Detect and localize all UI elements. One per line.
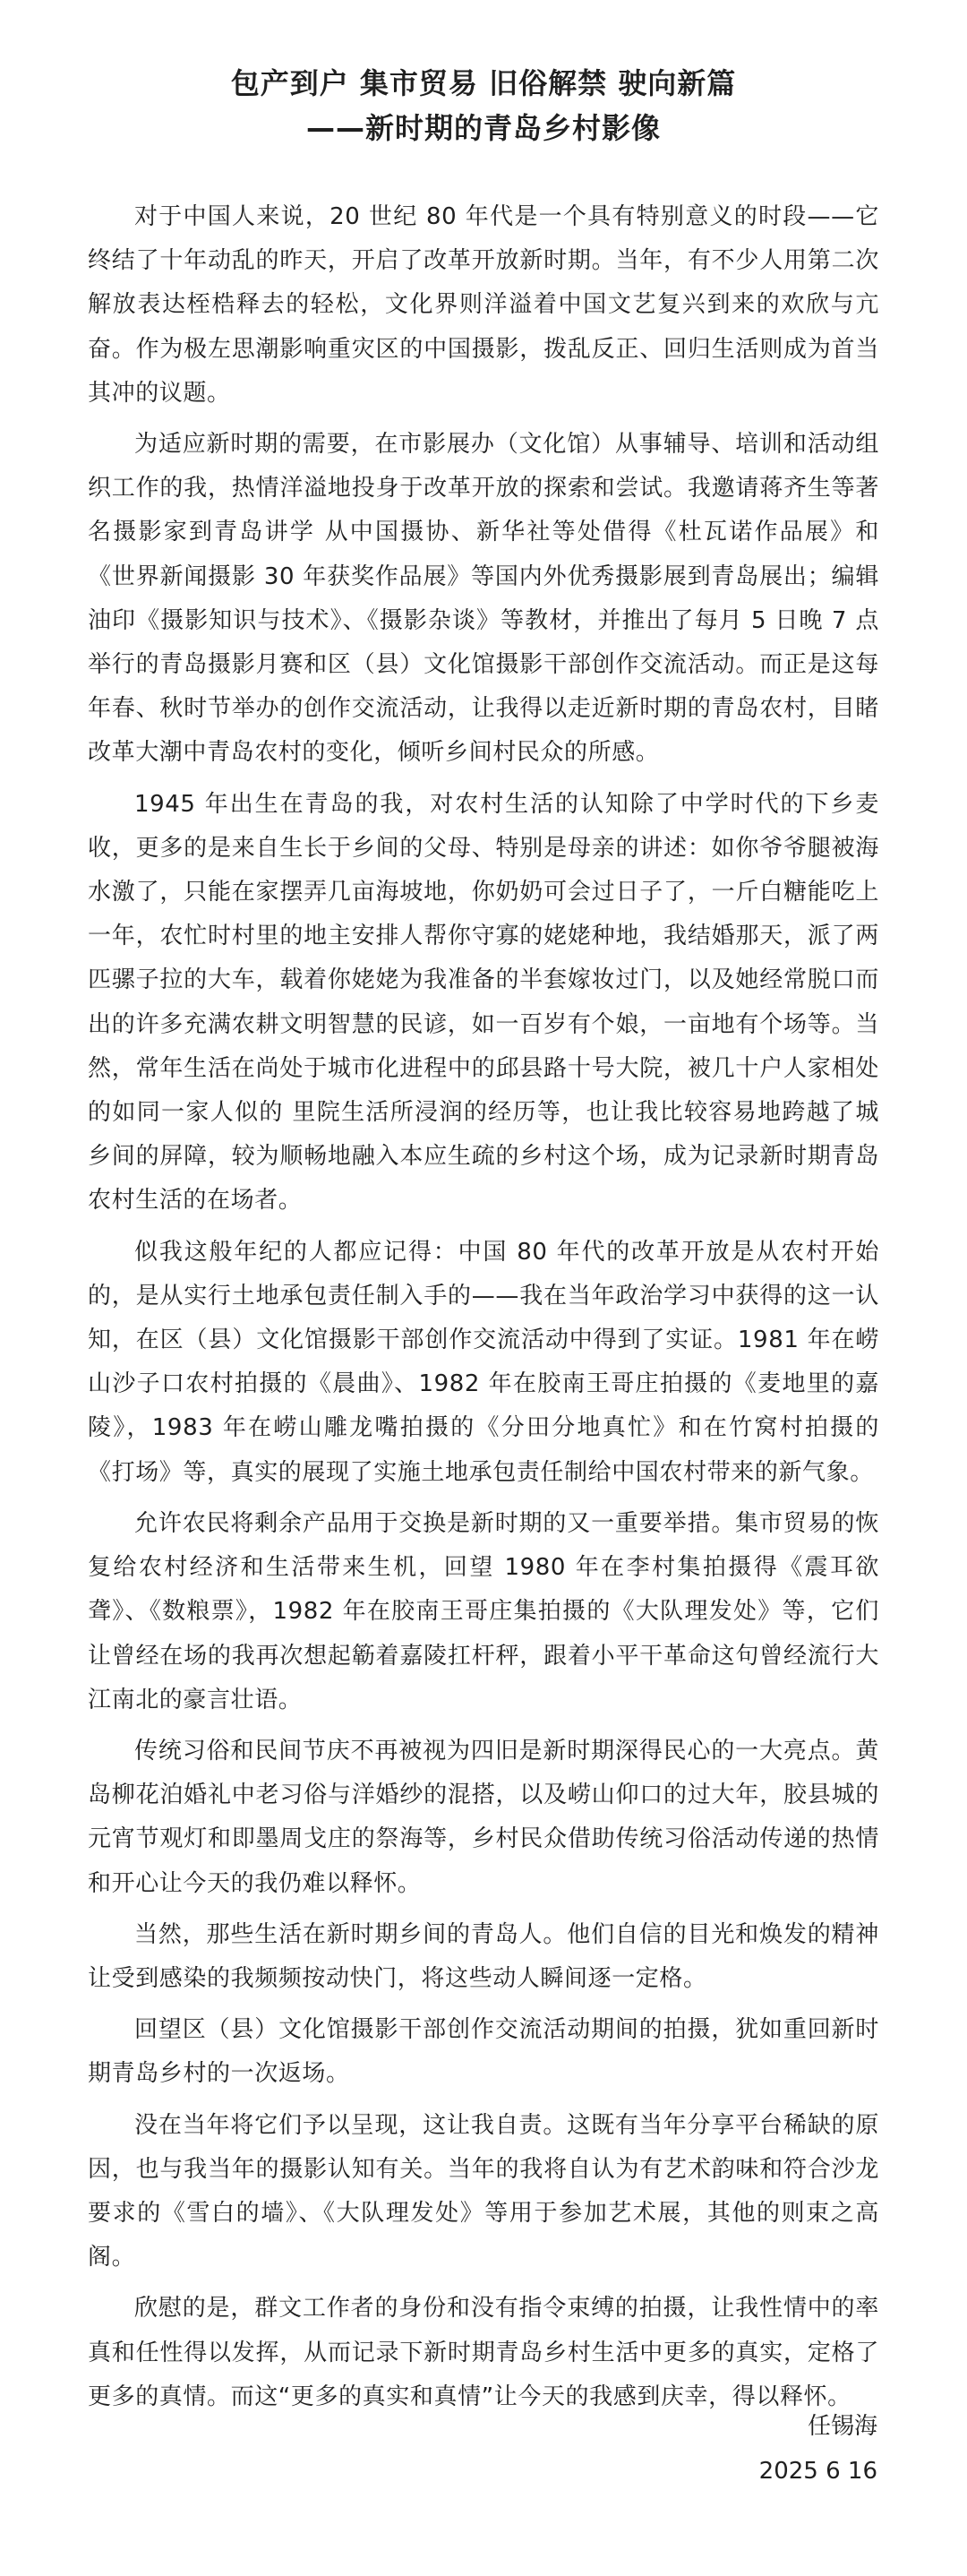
paragraph: 似我这般年纪的人都应记得：中国 80 年代的改革开放是从农村开始的，是从实行土地承包责任制入手的——我在当年政治学习中获得的这一认知，在区（县）文化馆摄影干部创作交流活动中得到了实证。1981 年在崂山沙子口农村拍摄的《晨曲》、1982 年在胶南王哥庄拍摄的《麦地里的嘉陵》，1983 年在崂山雕龙嘴拍摄的《分田分地真忙》和在竹窝村拍摄的《打场》等，真实的展现了实施土地承包责任制给中国农村带来的新气象。 [88, 1238, 879, 1486]
paragraph: 为适应新时期的需要，在市影展办（文化馆）从事辅导、培训和活动组织工作的我，热情洋溢地投身于改革开放的探索和尝试。我邀请蒋齐生等著名摄影家到青岛讲学 从中国摄协、新华社等处借得《杜瓦诺作品展》和《世界新闻摄影 30 年获奖作品展》等国内外优秀摄影展到青岛展出；编辑油印《摄影知识与技术》、《摄影杂谈》等教材，并推出了每月 5 日晚 7 点举行的青岛摄影月赛和区（县）文化馆摄影干部创作交流活动。而正是这每年春、秋时节举办的创作交流活动，让我得以走近新时期的青岛农村，目睹改革大潮中青岛农村的变化，倾听乡间村民众的所感。 [88, 431, 879, 767]
author-name: 任锡海 [807, 2413, 877, 2440]
paragraph: 欣慰的是，群文工作者的身份和没有指令束缚的拍摄，让我性情中的率真和任性得以发挥，从而记录下新时期青岛乡村生活中更多的真实，定格了更多的真情。而这“更多的真实和真情”让今天的我感到庆幸，得以释怀。 [88, 2295, 879, 2410]
signature-block [759, 2404, 877, 2494]
paragraph: 传统习俗和民间节庆不再被视为四旧是新时期深得民心的一大亮点。黄岛柳花泊婚礼中老习俗与洋婚纱的混搭，以及崂山仰口的过大年，胶县城的元宵节观灯和即墨周戈庄的祭海等，乡村民众借助传统习俗活动传递的热情和开心让今天的我仍难以释怀。 [88, 1737, 879, 1897]
paragraph: 当然，那些生活在新时期乡间的青岛人。他们自信的目光和焕发的精神让受到感染的我频频按动快门，将这些动人瞬间逐一定格。 [88, 1920, 879, 1992]
article-body [88, 195, 879, 2419]
paragraph: 回望区（县）文化馆摄影干部创作交流活动期间的拍摄，犹如重回新时期青岛乡村的一次返场。 [88, 2016, 879, 2088]
paragraph: 1945 年出生在青岛的我，对农村生活的认知除了中学时代的下乡麦收，更多的是来自生长于乡间的父母、特别是母亲的讲述：如你爷爷腿被海水激了，只能在家摆弄几亩海坡地，你奶奶可会过日子了，一斤白糖能吃上一年，农忙时村里的地主安排人帮你守寡的姥姥种地，我结婚那天，派了两匹骡子拉的大车，载着你姥姥为我准备的半套嫁妆过门，以及她经常脱口而出的许多充满农耕文明智慧的民谚，如一百岁有个娘，一亩地有个场等。当然，常年生活在尚处于城市化进程中的邱县路十号大院，被几十户人家相处的如同一家人似的 里院生活所浸润的经历等，也让我比较容易地跨越了城乡间的屏障，较为顺畅地融入本应生疏的乡村这个场，成为记录新时期青岛农村生活的在场者。 [88, 790, 879, 1215]
article-title: 包产到户 集市贸易 旧俗解禁 驶向新篇 [230, 66, 737, 100]
paragraph: 允许农民将剩余产品用于交换是新时期的又一重要举措。集市贸易的恢复给农村经济和生活带来生机，回望 1980 年在李村集拍摄得《震耳欲聋》、《数粮票》，1982 年在胶南王哥庄集拍摄的《大队理发处》等，它们让曾经在场的我再次想起簕着嘉陵扛杆秤，跟着小平干革命这句曾经流行大江南北的豪言壮语。 [88, 1509, 879, 1713]
article-date: 2025 6 16 [758, 2458, 877, 2485]
article-subtitle: ——新时期的青岛乡村影像 [305, 111, 661, 145]
paragraph: 没在当年将它们予以呈现，这让我自责。这既有当年分享平台稀缺的原因，也与我当年的摄影认知有关。当年的我将自认为有艺术韵味和符合沙龙要求的《雪白的墙》、《大队理发处》等用于参加艺术展，其他的则束之高阁。 [88, 2111, 879, 2271]
paragraph: 对于中国人来说，20 世纪 80 年代是一个具有特别意义的时段——它终结了十年动乱的昨天，开启了改革开放新时期。当年，有不少人用第二次解放表达桎梏释去的轻松，文化界则洋溢着中国文艺复兴到来的欢欣与亢奋。作为极左思潮影响重灾区的中国摄影，拨乱反正、回归生活则成为首当其冲的议题。 [88, 203, 879, 407]
